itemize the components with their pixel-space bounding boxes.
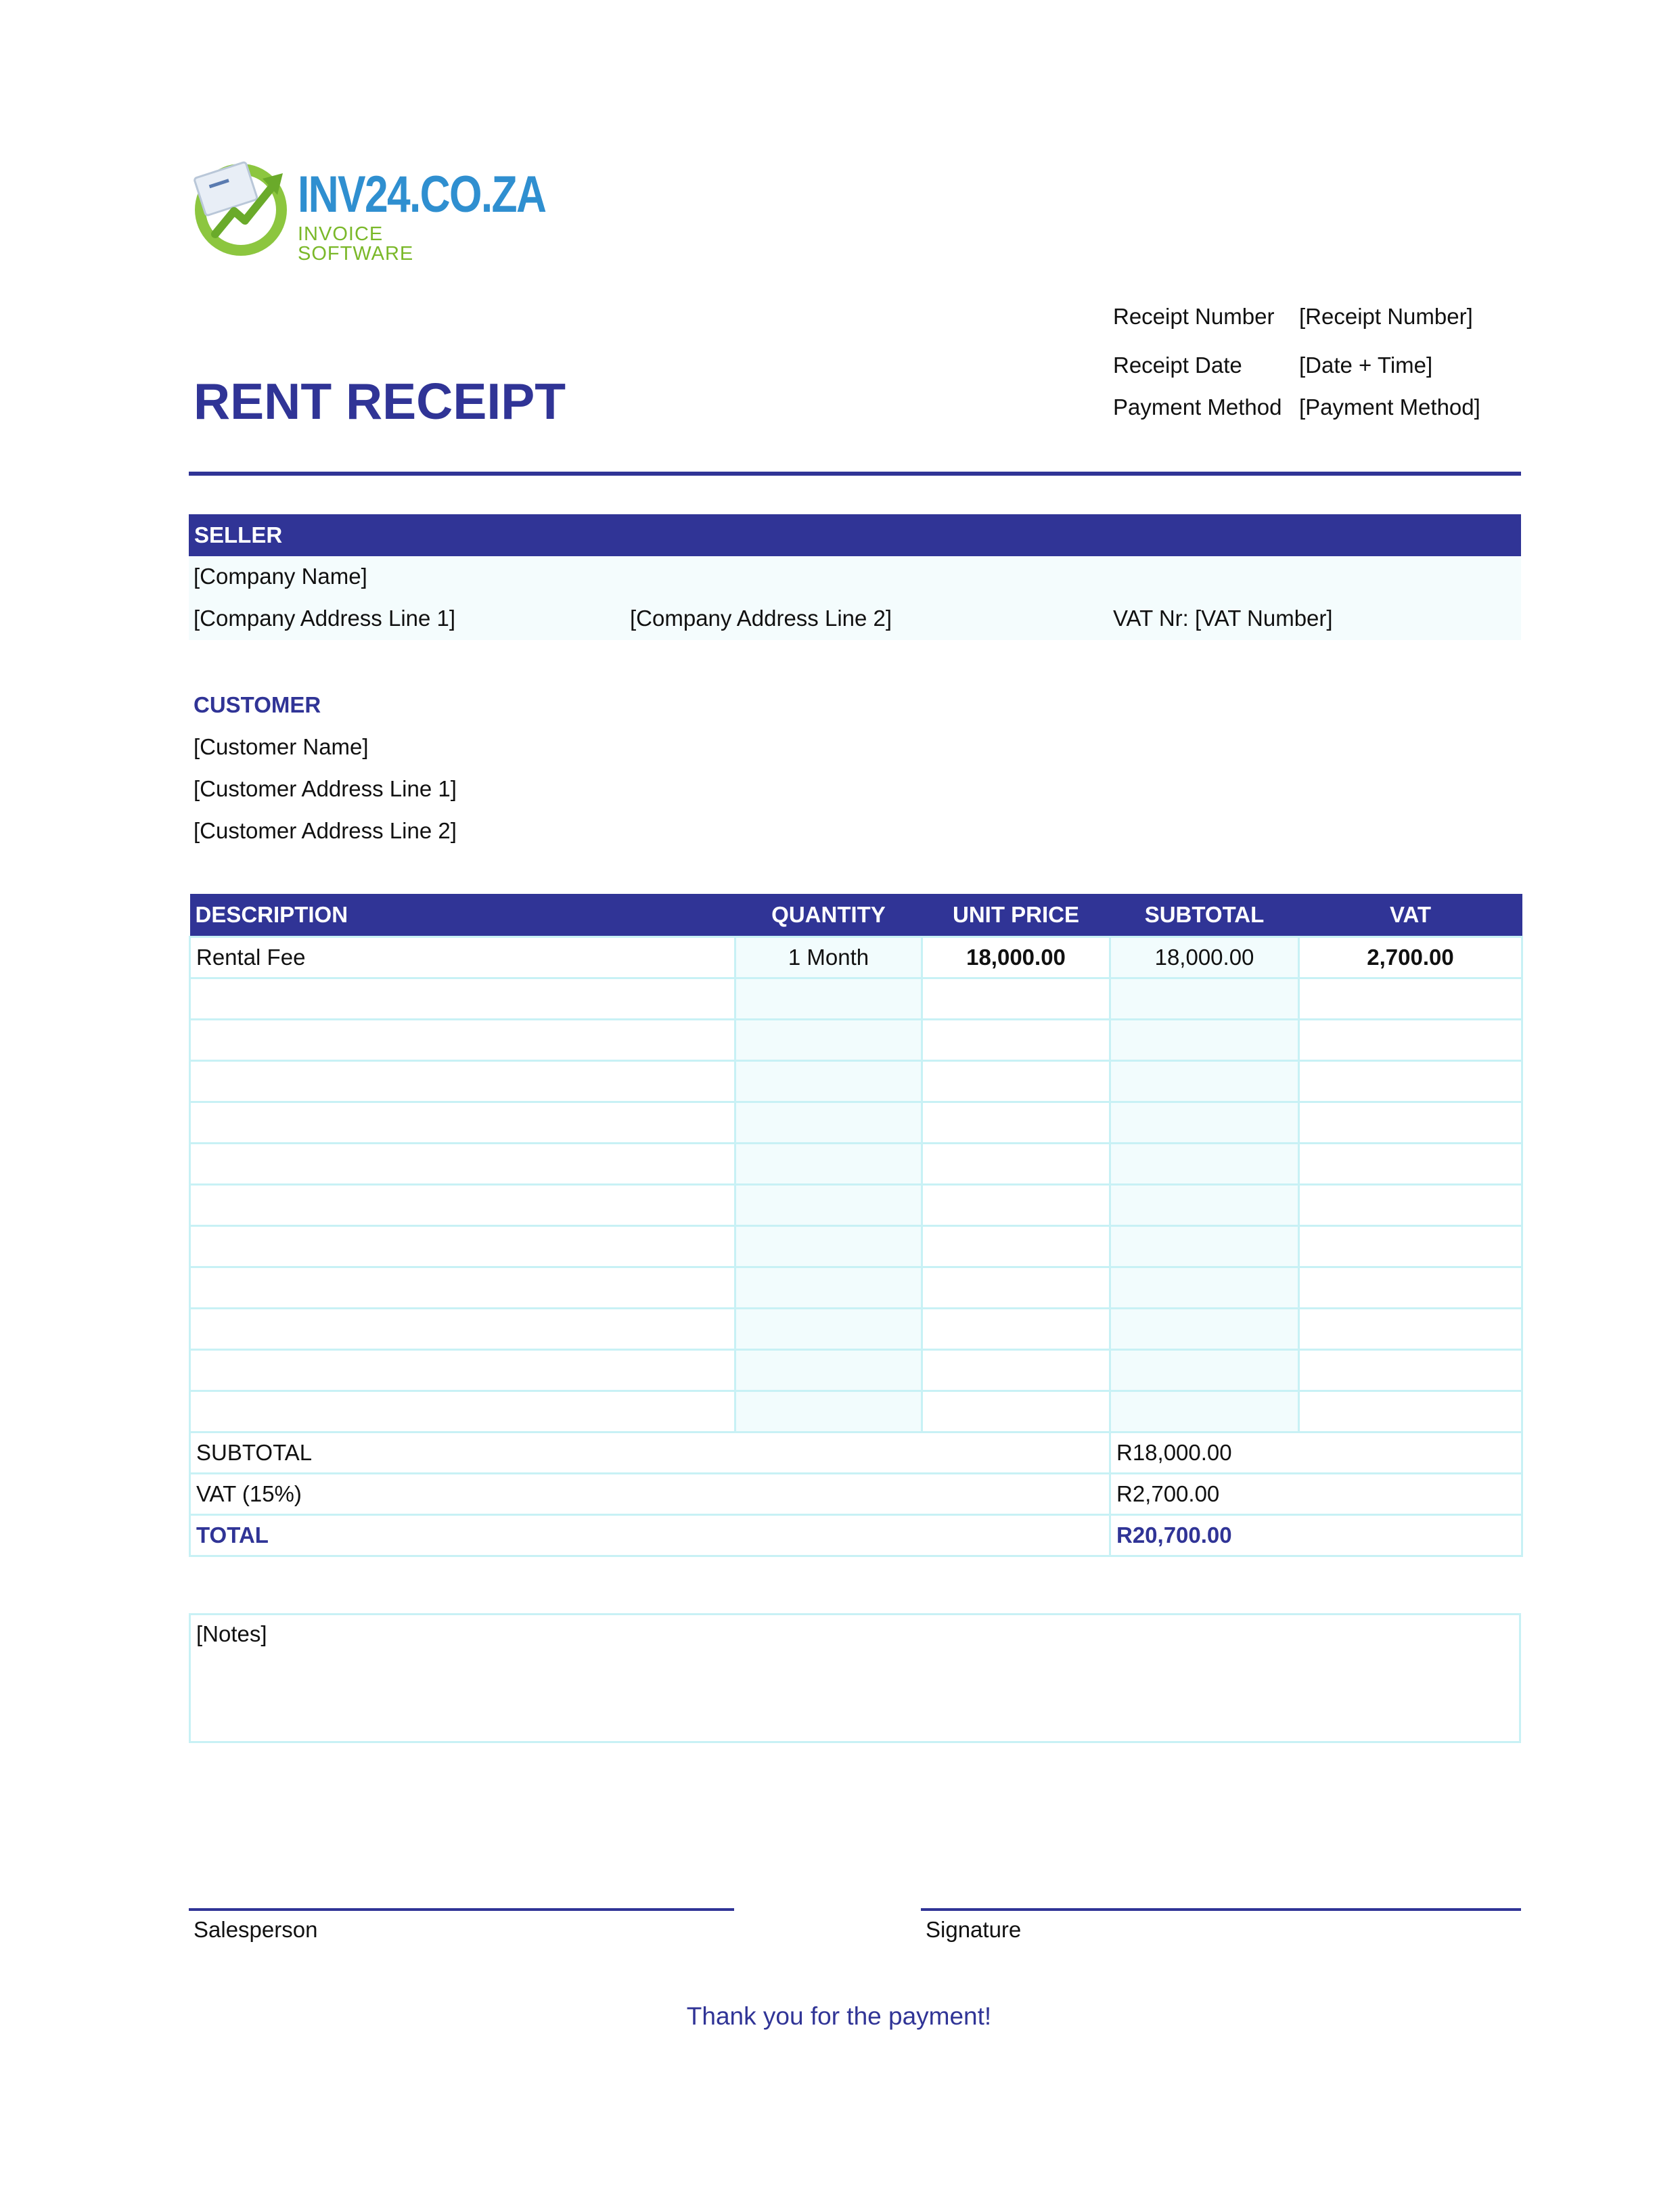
seller-address-line-1: [Company Address Line 1] <box>194 606 456 631</box>
seller-address-line-2: [Company Address Line 2] <box>630 606 892 631</box>
empty-cell <box>190 1102 735 1144</box>
empty-cell <box>735 1391 922 1432</box>
empty-cell <box>190 1391 735 1432</box>
empty-cell <box>1299 1061 1522 1102</box>
empty-cell <box>1299 1144 1522 1185</box>
empty-table-row <box>190 1267 1522 1309</box>
empty-cell <box>922 1309 1110 1350</box>
seller-company-name: [Company Name] <box>194 564 367 589</box>
empty-cell <box>735 1185 922 1226</box>
empty-cell <box>1110 1061 1299 1102</box>
empty-cell <box>1299 1267 1522 1309</box>
vat-row <box>190 1474 1522 1515</box>
salesperson-signature-line <box>189 1908 734 1911</box>
receipt-number-label: Receipt Number <box>1113 304 1275 329</box>
column-header-subtotal: SUBTOTAL <box>1110 894 1299 937</box>
payment-method-label: Payment Method <box>1113 394 1282 420</box>
empty-table-row <box>190 1102 1522 1144</box>
empty-cell <box>922 1267 1110 1309</box>
empty-cell <box>1110 1226 1299 1267</box>
seller-details <box>189 556 1521 640</box>
empty-cell <box>1110 1020 1299 1061</box>
empty-table-row <box>190 1185 1522 1226</box>
empty-cell <box>190 1267 735 1309</box>
empty-cell <box>190 978 735 1020</box>
subtotal-row <box>190 1432 1522 1474</box>
empty-table-row <box>190 1061 1522 1102</box>
item-subtotal: 18,000.00 <box>1110 937 1299 978</box>
vat-value: R2,700.00 <box>1110 1474 1522 1515</box>
empty-cell <box>735 1144 922 1185</box>
seller-heading: SELLER <box>194 522 283 547</box>
column-header-vat: VAT <box>1299 894 1522 937</box>
salesperson-label: Salesperson <box>194 1917 318 1942</box>
empty-cell <box>190 1309 735 1350</box>
empty-cell <box>1110 1350 1299 1391</box>
empty-cell <box>735 978 922 1020</box>
logo-brand: INV24.CO.ZA <box>298 166 546 223</box>
column-header-unit-price: UNIT PRICE <box>922 894 1110 937</box>
signature-label: Signature <box>926 1917 1022 1942</box>
empty-cell <box>1299 978 1522 1020</box>
items-header-row <box>190 894 1522 937</box>
total-label: TOTAL <box>190 1515 1110 1556</box>
empty-cell <box>1299 1020 1522 1061</box>
empty-cell <box>1299 1185 1522 1226</box>
notes-text: [Notes] <box>196 1621 267 1646</box>
receipt-date-value: [Date + Time] <box>1299 353 1433 378</box>
total-value: R20,700.00 <box>1110 1515 1522 1556</box>
vat-label: VAT (15%) <box>190 1474 1110 1515</box>
empty-cell <box>1110 1144 1299 1185</box>
empty-cell <box>1110 1391 1299 1432</box>
receipt-date-label: Receipt Date <box>1113 353 1242 378</box>
empty-cell <box>1299 1226 1522 1267</box>
empty-cell <box>922 1391 1110 1432</box>
subtotal-value: R18,000.00 <box>1110 1432 1522 1474</box>
growth-chart-icon <box>192 156 294 257</box>
empty-cell <box>1110 1267 1299 1309</box>
total-row <box>190 1515 1522 1556</box>
seller-heading-band <box>189 514 1521 556</box>
customer-address-line-1: [Customer Address Line 1] <box>194 776 457 801</box>
empty-table-row <box>190 1226 1522 1267</box>
empty-cell <box>922 1185 1110 1226</box>
empty-cell <box>1110 1309 1299 1350</box>
empty-cell <box>922 1102 1110 1144</box>
empty-table-row <box>190 978 1522 1020</box>
empty-cell <box>190 1020 735 1061</box>
empty-cell <box>190 1061 735 1102</box>
empty-cell <box>735 1267 922 1309</box>
empty-table-row <box>190 1144 1522 1185</box>
empty-cell <box>922 1061 1110 1102</box>
empty-table-row <box>190 1020 1522 1061</box>
notes-box[interactable] <box>189 1613 1521 1743</box>
empty-cell <box>190 1185 735 1226</box>
empty-cell <box>735 1102 922 1144</box>
empty-cell <box>1299 1391 1522 1432</box>
logo-tagline: INVOICE SOFTWARE <box>298 223 414 265</box>
column-header-quantity: QUANTITY <box>735 894 922 937</box>
empty-cell <box>190 1226 735 1267</box>
signature-line <box>921 1908 1521 1911</box>
subtotal-label: SUBTOTAL <box>190 1432 1110 1474</box>
empty-cell <box>922 1226 1110 1267</box>
empty-cell <box>735 1226 922 1267</box>
item-quantity: 1 Month <box>735 937 922 978</box>
item-vat: 2,700.00 <box>1299 937 1522 978</box>
empty-cell <box>1299 1309 1522 1350</box>
empty-table-row <box>190 1391 1522 1432</box>
customer-address-line-2: [Customer Address Line 2] <box>194 818 457 843</box>
empty-cell <box>735 1020 922 1061</box>
empty-cell <box>735 1350 922 1391</box>
empty-cell <box>1110 1102 1299 1144</box>
empty-cell <box>1299 1102 1522 1144</box>
thank-you-message: Thank you for the payment! <box>686 2002 992 2030</box>
empty-cell <box>190 1144 735 1185</box>
empty-cell <box>922 978 1110 1020</box>
table-row <box>190 937 1522 978</box>
customer-heading: CUSTOMER <box>194 692 321 717</box>
column-header-description: DESCRIPTION <box>190 894 735 937</box>
customer-name: [Customer Name] <box>194 734 369 759</box>
page-title: RENT RECEIPT <box>194 373 566 430</box>
empty-cell <box>1299 1350 1522 1391</box>
empty-table-row <box>190 1350 1522 1391</box>
empty-cell <box>735 1061 922 1102</box>
empty-cell <box>1110 1185 1299 1226</box>
empty-cell <box>1110 978 1299 1020</box>
items-table <box>189 894 1523 1557</box>
empty-cell <box>735 1309 922 1350</box>
payment-method-value: [Payment Method] <box>1299 394 1480 420</box>
empty-cell <box>922 1350 1110 1391</box>
company-logo <box>192 156 546 265</box>
empty-cell <box>922 1144 1110 1185</box>
header-divider <box>189 472 1521 476</box>
item-description: Rental Fee <box>190 937 735 978</box>
empty-table-row <box>190 1309 1522 1350</box>
empty-cell <box>190 1350 735 1391</box>
item-unit-price: 18,000.00 <box>922 937 1110 978</box>
receipt-number-value: [Receipt Number] <box>1299 304 1473 329</box>
seller-vat-number: VAT Nr: [VAT Number] <box>1113 606 1333 631</box>
empty-cell <box>922 1020 1110 1061</box>
